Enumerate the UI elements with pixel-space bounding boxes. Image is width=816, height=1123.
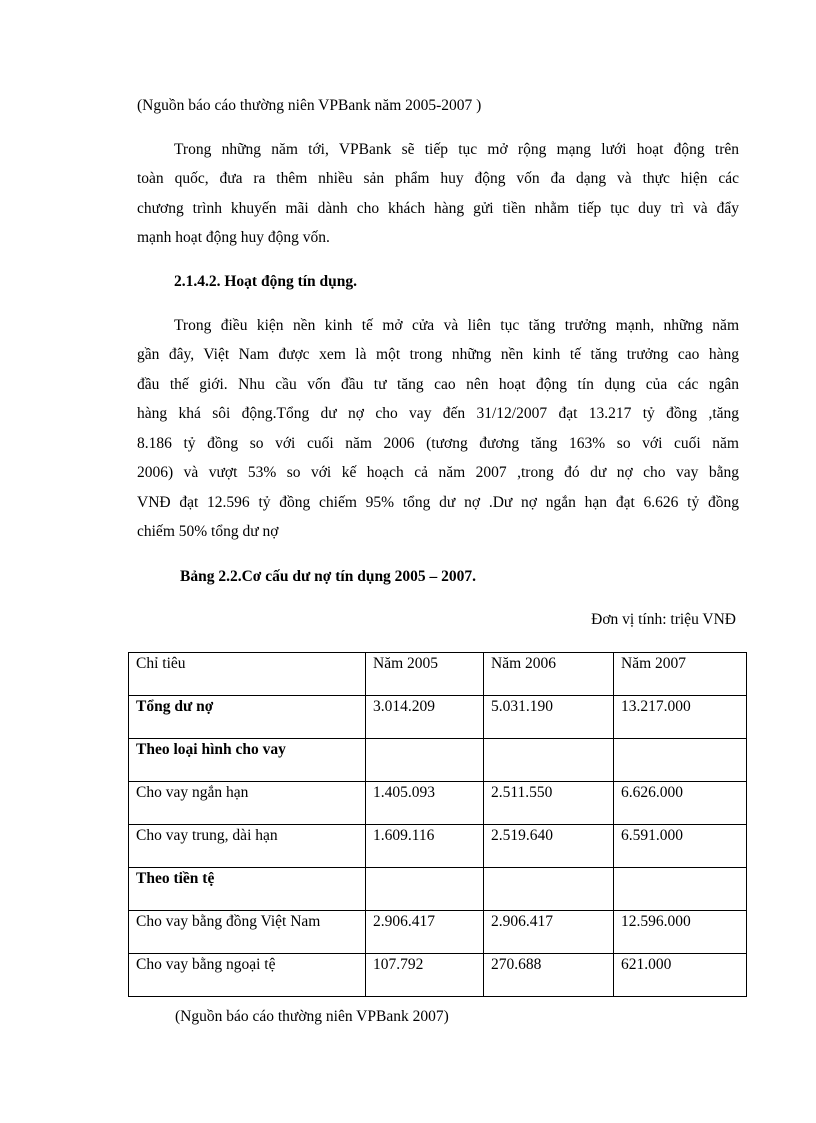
row-label: Cho vay trung, dài hạn [129,825,366,868]
table-row [129,954,747,997]
table-cell: 621.000 [614,954,747,997]
paragraph-2-line-1: Trong điều kiện nền kinh tế mở cửa và liên tục tăng trưởng mạnh, những năm [174,317,739,334]
paragraph-2-line-3: đầu thế giới. Nhu cầu vốn đầu tư tăng cao nên hoạt động tín dụng của các ngân [137,376,739,393]
table-cell: 13.217.000 [614,696,747,739]
header-cell: Năm 2005 [366,653,484,696]
header-cell: Năm 2006 [484,653,614,696]
table-header-row [129,653,747,696]
paragraph-2-line-8: chiếm 50% tổng dư nợ [137,523,279,540]
source-note-bottom: (Nguồn báo cáo thường niên VPBank 2007) [175,1008,449,1025]
paragraph-2-line-5: 8.186 tỷ đồng so với cuối năm 2006 (tương đương tăng 163% so với cuối năm [137,435,739,452]
table-cell [484,868,614,911]
table-cell: 12.596.000 [614,911,747,954]
section-heading: 2.1.4.2. Hoạt động tín dụng. [174,273,358,290]
paragraph-1-line-3: chương trình khuyến mãi dành cho khách hàng gửi tiền nhằm tiếp tục duy trì và đẩy [137,200,739,217]
source-note-top: (Nguồn báo cáo thường niên VPBank năm 2005-2007 ) [137,97,482,114]
header-cell: Năm 2007 [614,653,747,696]
table-cell [614,868,747,911]
row-label: Cho vay ngắn hạn [129,782,366,825]
table-cell: 1.609.116 [366,825,484,868]
table-row [129,739,747,782]
table-cell: 1.405.093 [366,782,484,825]
table-cell: 270.688 [484,954,614,997]
table-title: Bảng 2.2.Cơ cấu dư nợ tín dụng 2005 – 2007. [180,568,477,585]
row-label: Theo loại hình cho vay [129,739,366,782]
paragraph-1-line-4: mạnh hoạt động huy động vốn. [137,229,330,246]
paragraph-2-line-6: 2006) và vượt 53% so với kế hoạch cả năm 2007 ,trong đó dư nợ cho vay bằng [137,464,739,481]
table-cell: 5.031.190 [484,696,614,739]
row-label: Theo tiền tệ [129,868,366,911]
table-cell: 3.014.209 [366,696,484,739]
paragraph-2-line-2: gần đây, Việt Nam được xem là một trong những nền kinh tế tăng trưởng cao hàng [137,346,739,363]
table-cell: 2.511.550 [484,782,614,825]
table-cell [366,739,484,782]
table-row [129,782,747,825]
unit-note: Đơn vị tính: triệu VNĐ [591,611,736,628]
table-cell: 2.906.417 [366,911,484,954]
table-row [129,868,747,911]
table-cell: 6.626.000 [614,782,747,825]
row-label: Cho vay bằng ngoại tệ [129,954,366,997]
table-cell: 2.906.417 [484,911,614,954]
table-cell: 107.792 [366,954,484,997]
credit-structure-table [128,652,747,997]
table-row [129,825,747,868]
table-cell [484,739,614,782]
table-cell: 2.519.640 [484,825,614,868]
table-cell: 6.591.000 [614,825,747,868]
paragraph-1-line-1: Trong những năm tới, VPBank sẽ tiếp tục mở rộng mạng lưới hoạt động trên [174,141,739,158]
paragraph-2-line-4: hàng khá sôi động.Tổng dư nợ cho vay đến 31/12/2007 đạt 13.217 tỷ đồng ,tăng [137,405,739,422]
paragraph-1-line-2: toàn quốc, đưa ra thêm nhiều sản phẩm huy động vốn đa dạng và thực hiện các [137,170,739,187]
row-label: Cho vay bằng đồng Việt Nam [129,911,366,954]
table-cell [366,868,484,911]
header-cell: Chỉ tiêu [129,653,366,696]
paragraph-2-line-7: VNĐ đạt 12.596 tỷ đồng chiếm 95% tổng dư nợ .Dư nợ ngắn hạn đạt 6.626 tỷ đồng [137,494,739,511]
table-row [129,696,747,739]
row-label: Tổng dư nợ [129,696,366,739]
table-cell [614,739,747,782]
table-row [129,911,747,954]
